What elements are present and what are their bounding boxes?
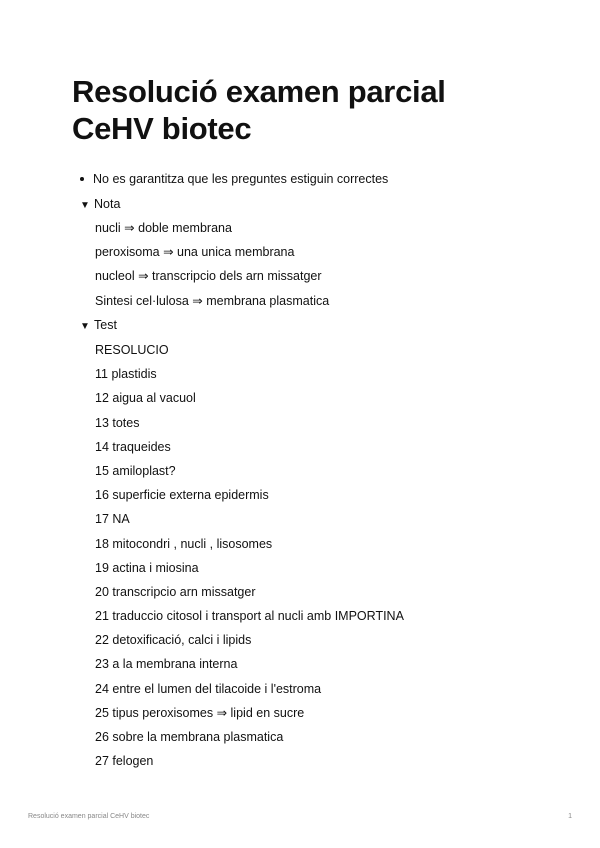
list-item: 14 traqueides [95,439,171,454]
test-list [95,341,404,776]
list-item: 15 amiloplast? [95,463,176,478]
list-item: 19 actina i miosina [95,560,199,575]
list-item: RESOLUCIO [95,343,169,357]
list-item: nucli ⇒ doble membrana [95,221,232,235]
toggle-nota[interactable] [80,195,120,215]
title-line-1: Resolució examen parcial [72,74,446,109]
list-item: 20 transcripcio arn missatger [95,584,256,599]
list-item: 12 aigua al vacuol [95,391,196,406]
triangle-down-icon[interactable]: ▼ [80,321,90,332]
list-item: 27 felogen [95,754,154,769]
list-item: 11 plastidis [95,367,157,382]
disclaimer-bullet [80,170,388,188]
list-item: 18 mitocondri , nucli , lisosomes [95,536,273,551]
list-item: Sintesi cel·lulosa ⇒ membrana plasmatica [95,293,330,308]
list-item: 22 detoxificació, calci i lipids [95,633,252,648]
list-item: 21 traduccio citosol i transport al nucli amb IMPORTINA [95,609,404,624]
nota-list [95,219,329,316]
bullet-dot-icon [80,177,84,181]
triangle-down-icon[interactable]: ▼ [80,200,90,211]
footer-page-number: 1 [568,813,572,820]
disclaimer-text: No es garantitza que les preguntes estiguin correctes [93,172,389,186]
footer-doc-title: Resolució examen parcial CeHV biotec [28,813,150,820]
toggle-test-label: Test [94,318,117,332]
list-item: 25 tipus peroxisomes ⇒ lipid en sucre [95,705,305,720]
list-item: 26 sobre la membrana plasmatica [95,730,284,744]
toggle-test[interactable] [80,316,117,336]
title-line-2: CeHV biotec [72,111,252,146]
toggle-nota-label: Nota [94,197,121,211]
list-item: 23 a la membrana interna [95,657,238,672]
list-item: nucleol ⇒ transcripcio dels arn missatger [95,269,322,284]
list-item: peroxisoma ⇒ una unica membrana [95,245,295,260]
page-title [72,73,446,147]
list-item: 16 superficie externa epidermis [95,488,269,503]
list-item: 13 totes [95,415,140,430]
list-item: 24 entre el lumen del tilacoide i l'estroma [95,681,322,696]
list-item: 17 NA [95,512,130,527]
